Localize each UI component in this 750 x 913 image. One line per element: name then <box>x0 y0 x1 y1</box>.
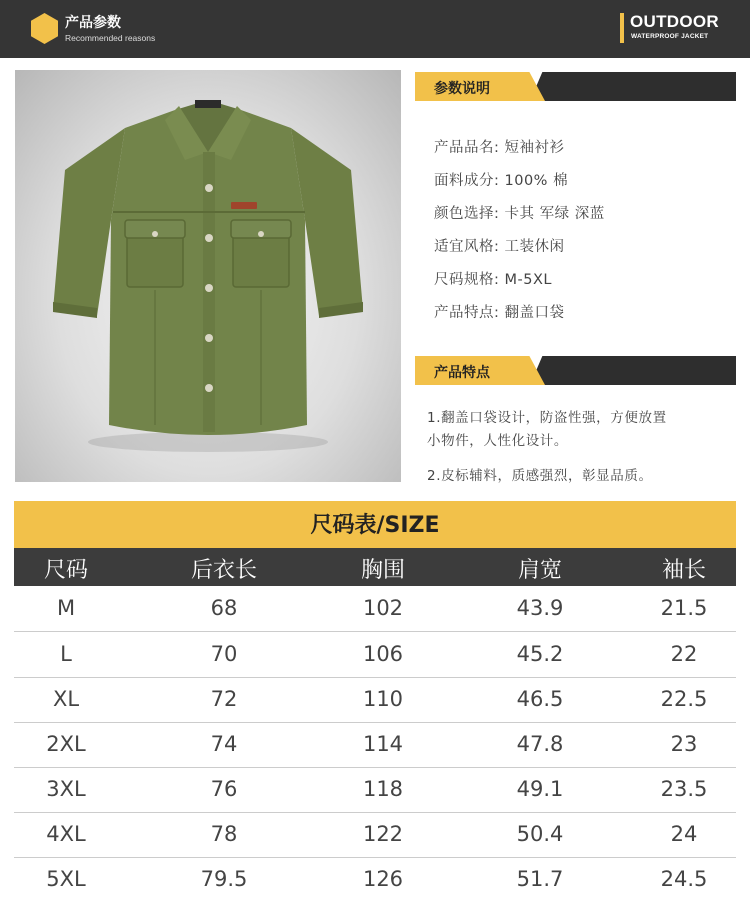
brand-accent-bar <box>620 13 624 43</box>
shoulder-cell: 49.1 <box>516 777 564 801</box>
sleeve-cell: 24 <box>670 822 698 846</box>
product-photo <box>15 70 401 482</box>
chest-cell: 102 <box>362 596 404 620</box>
param-label: 产品品名: <box>434 140 500 156</box>
chest-cell: 122 <box>362 822 404 846</box>
section-title: 产品参数 <box>65 15 121 31</box>
shirt-illustration <box>15 70 401 482</box>
length-cell: 76 <box>210 777 238 801</box>
sleeve-cell: 21.5 <box>660 596 708 620</box>
param-value: 卡其 军绿 深蓝 <box>504 206 605 222</box>
shoulder-cell: 51.7 <box>516 867 564 891</box>
sleeve-cell: 23.5 <box>660 777 708 801</box>
shoulder-cell: 45.2 <box>516 642 564 666</box>
param-label: 尺码规格: <box>434 272 500 288</box>
shoulder-cell: 46.5 <box>516 687 564 711</box>
param-row-color <box>434 202 605 223</box>
feature-line-2: 小物件，人性化设计。 <box>427 433 568 449</box>
chest-cell: 110 <box>362 687 404 711</box>
size-cell: 4XL <box>46 822 86 846</box>
size-cell: 5XL <box>46 867 86 891</box>
size-header-cell: 袖长 <box>661 558 706 583</box>
chest-cell: 114 <box>362 732 404 756</box>
size-cell: 3XL <box>46 777 86 801</box>
sleeve-cell: 23 <box>670 732 698 756</box>
param-label: 适宜风格: <box>434 239 500 255</box>
param-value: 短袖衬衫 <box>504 140 565 156</box>
param-value: 100% 棉 <box>504 173 569 189</box>
params-ribbon-dark <box>530 72 736 101</box>
size-cell: M <box>56 596 76 620</box>
param-row-style <box>434 235 565 256</box>
param-label: 面料成分: <box>434 173 500 189</box>
size-cell: XL <box>52 687 80 711</box>
length-cell: 70 <box>210 642 238 666</box>
param-row-fabric <box>434 169 568 190</box>
size-header-cell: 尺码 <box>43 558 88 583</box>
params-heading: 参数说明 <box>434 81 490 97</box>
brand-tagline: WATERPROOF JACKET <box>631 33 709 40</box>
param-value: 翻盖口袋 <box>504 305 565 321</box>
size-cell: 2XL <box>46 732 86 756</box>
sleeve-cell: 22.5 <box>660 687 708 711</box>
param-row-size <box>434 268 552 289</box>
size-header-cell: 胸围 <box>360 558 405 583</box>
feature-line-3: 2.皮标辅料，质感强烈，彰显品质。 <box>427 468 653 484</box>
length-cell: 74 <box>210 732 238 756</box>
param-row-name <box>434 136 565 157</box>
feature-line-1: 1.翻盖口袋设计，防盗性强，方便放置 <box>427 410 667 426</box>
section-subtitle: Recommended reasons <box>65 33 156 43</box>
shoulder-cell: 47.8 <box>516 732 564 756</box>
sleeve-cell: 22 <box>670 642 698 666</box>
header-bar <box>0 0 750 58</box>
param-row-feature <box>434 301 565 322</box>
shoulder-cell: 50.4 <box>516 822 564 846</box>
size-header-cell: 肩宽 <box>517 558 562 583</box>
length-cell: 78 <box>210 822 238 846</box>
param-label: 颜色选择: <box>434 206 500 222</box>
chest-cell: 118 <box>362 777 404 801</box>
length-cell: 72 <box>210 687 238 711</box>
chest-cell: 126 <box>362 867 404 891</box>
sleeve-cell: 24.5 <box>660 867 708 891</box>
chest-cell: 106 <box>362 642 404 666</box>
param-label: 产品特点: <box>434 305 500 321</box>
hexagon-icon <box>31 13 58 44</box>
features-heading: 产品特点 <box>434 365 490 381</box>
size-table-title: 尺码表/SIZE <box>310 513 440 538</box>
brand-logo: OUTDOOR <box>630 12 719 31</box>
size-cell: L <box>60 642 72 666</box>
size-header-cell: 后衣长 <box>190 558 257 583</box>
features-ribbon-dark <box>530 356 736 385</box>
length-cell: 68 <box>210 596 238 620</box>
shoulder-cell: 43.9 <box>516 596 564 620</box>
param-value: M-5XL <box>504 272 552 288</box>
param-value: 工装休闲 <box>504 239 565 255</box>
length-cell: 79.5 <box>200 867 248 891</box>
